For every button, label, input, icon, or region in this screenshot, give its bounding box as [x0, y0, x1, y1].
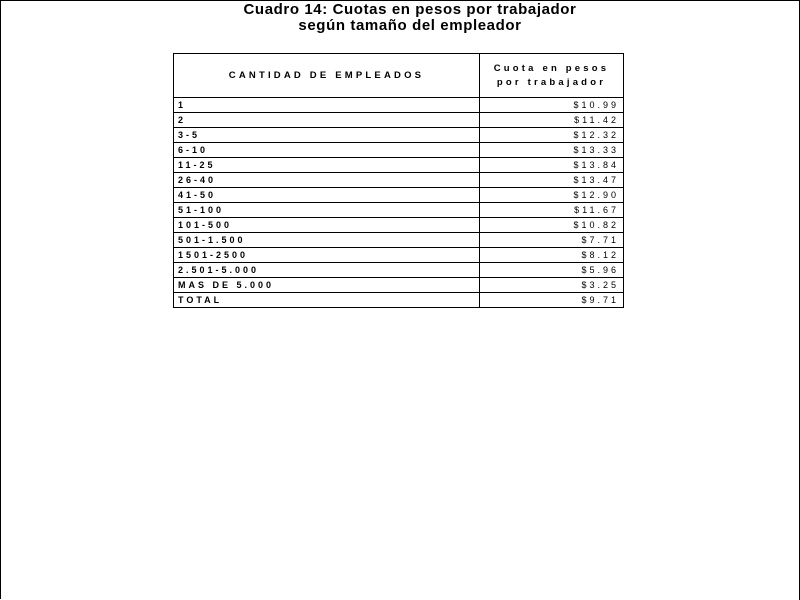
cuotas-table	[173, 53, 624, 308]
cell-cuota: $10.82	[480, 218, 624, 233]
cell-cantidad: 6-10	[174, 143, 480, 158]
header-cantidad-empleados: CANTIDAD DE EMPLEADOS	[174, 54, 480, 98]
cell-cantidad: 41-50	[174, 188, 480, 203]
cell-cuota: $5.96	[480, 263, 624, 278]
table-row	[174, 158, 624, 173]
table-row	[174, 188, 624, 203]
table-row	[174, 278, 624, 293]
cell-cantidad: 11-25	[174, 158, 480, 173]
cell-cuota: $12.32	[480, 128, 624, 143]
table-row	[174, 173, 624, 188]
table-row	[174, 203, 624, 218]
cell-cuota: $13.47	[480, 173, 624, 188]
cell-cantidad: 1	[174, 98, 480, 113]
cell-cuota: $13.33	[480, 143, 624, 158]
cell-cuota: $12.90	[480, 188, 624, 203]
cell-cuota: $8.12	[480, 248, 624, 263]
table-row	[174, 263, 624, 278]
cell-cuota: $13.84	[480, 158, 624, 173]
table-row-total	[174, 293, 624, 308]
header-cuota-por-trabajador	[480, 54, 624, 98]
table-row	[174, 143, 624, 158]
cell-cantidad: 1501-2500	[174, 248, 480, 263]
cell-cantidad: 2.501-5.000	[174, 263, 480, 278]
cell-cuota: $3.25	[480, 278, 624, 293]
cell-cuota: $7.71	[480, 233, 624, 248]
cell-cantidad: 26-40	[174, 173, 480, 188]
title-line-2: según tamaño del empleador	[298, 17, 522, 34]
table-row	[174, 233, 624, 248]
cell-cuota: $10.99	[480, 98, 624, 113]
table-row	[174, 218, 624, 233]
table-row	[174, 248, 624, 263]
title-line-1: Cuadro 14: Cuotas en pesos por trabajador	[243, 1, 577, 18]
table-body	[174, 98, 624, 308]
cell-cantidad: 2	[174, 113, 480, 128]
cell-cantidad: 101-500	[174, 218, 480, 233]
cell-cuota: $11.67	[480, 203, 624, 218]
table-row	[174, 128, 624, 143]
cell-cantidad: 3-5	[174, 128, 480, 143]
table-row	[174, 113, 624, 128]
cell-cuota-total: $9.71	[480, 293, 624, 308]
header-cuota-line-1: Cuota en pesos	[493, 62, 610, 74]
table-header-row	[174, 54, 624, 98]
cell-cantidad: MAS DE 5.000	[174, 278, 480, 293]
document-title	[160, 2, 660, 34]
cell-cantidad-total: TOTAL	[174, 293, 480, 308]
table-row	[174, 98, 624, 113]
header-cuota-line-2: por trabajador	[496, 76, 607, 88]
cell-cantidad: 51-100	[174, 203, 480, 218]
cell-cuota: $11.42	[480, 113, 624, 128]
cell-cantidad: 501-1.500	[174, 233, 480, 248]
